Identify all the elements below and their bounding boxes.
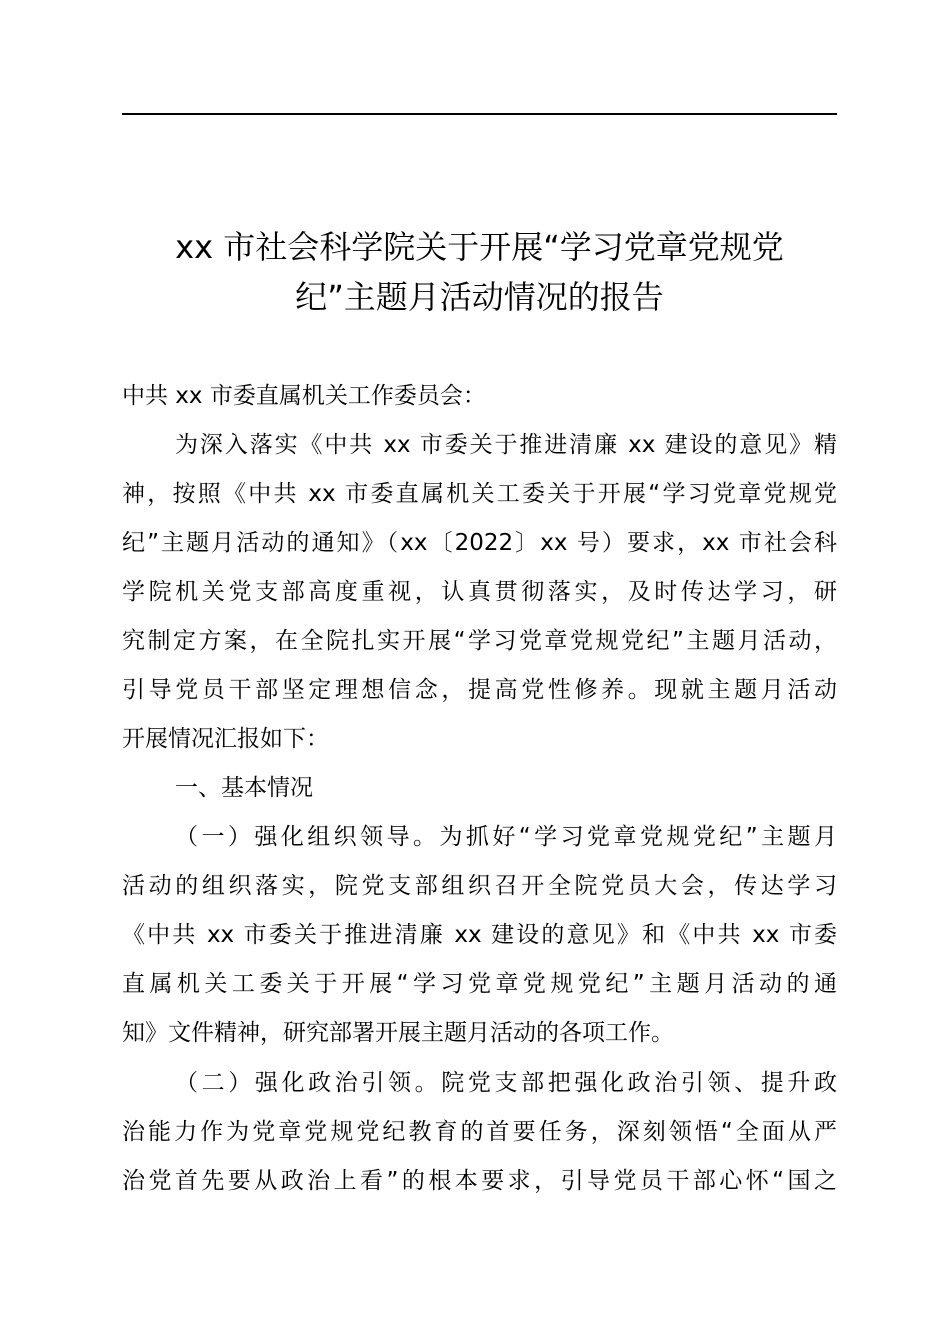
- paragraph-line: 学院机关党支部高度重视，认真贯彻落实，及时传达学习，研: [122, 579, 837, 605]
- paragraph-line: （二）强化政治引领。院党支部把强化政治引领、提升政: [175, 1070, 837, 1096]
- title-line-2: 纪”主题月活动情况的报告: [295, 278, 664, 316]
- paragraph-political: [122, 1059, 837, 1206]
- paragraph-line: 活动的组织落实，院党支部组织召开全院党员大会，传达学习: [122, 873, 837, 899]
- recipient-line: 中共 xx 市委直属机关工作委员会：: [122, 383, 486, 409]
- paragraph-line: 神，按照《中共 xx 市委直属机关工委关于开展“学习党章党规党: [122, 481, 837, 507]
- paragraph-line: 为深入落实《中共 xx 市委关于推进清廉 xx 建设的意见》精: [175, 432, 837, 458]
- document-title: [122, 222, 837, 322]
- paragraph-line: 究制定方案，在全院扎实开展“学习党章党规党纪”主题月活动，: [122, 628, 837, 654]
- paragraph-line: 治能力作为党章党规党纪教育的首要任务，深刻领悟“全面从严: [122, 1119, 837, 1145]
- paragraph-line: 《中共 xx 市委关于推进清廉 xx 建设的意见》和《中共 xx 市委: [122, 922, 837, 948]
- paragraph-organization: [122, 813, 837, 1058]
- title-line-1: xx 市社会科学院关于开展“学习党章党规党: [175, 228, 784, 266]
- header-rule: [122, 113, 837, 115]
- paragraph-line: （一）强化组织领导。为抓好“学习党章党规党纪”主题月: [175, 824, 837, 850]
- paragraph-line: 纪”主题月活动的通知》（xx〔2022〕xx 号）要求，xx 市社会科: [122, 530, 837, 556]
- intro-paragraph: [122, 421, 837, 764]
- paragraph-line: 直属机关工委关于开展“学习党章党规党纪”主题月活动的通: [122, 971, 837, 997]
- section-heading: 一、基本情况: [175, 775, 313, 801]
- paragraph-line: 治党首先要从政治上看”的根本要求，引导党员干部心怀“国之: [122, 1168, 837, 1194]
- paragraph-line: 开展情况汇报如下：: [122, 726, 329, 752]
- document-body: [122, 372, 837, 1206]
- paragraph-line: 知》文件精神，研究部署开展主题月活动的各项工作。: [122, 1020, 674, 1046]
- paragraph-line: 引导党员干部坚定理想信念，提高党性修养。现就主题月活动: [122, 677, 837, 703]
